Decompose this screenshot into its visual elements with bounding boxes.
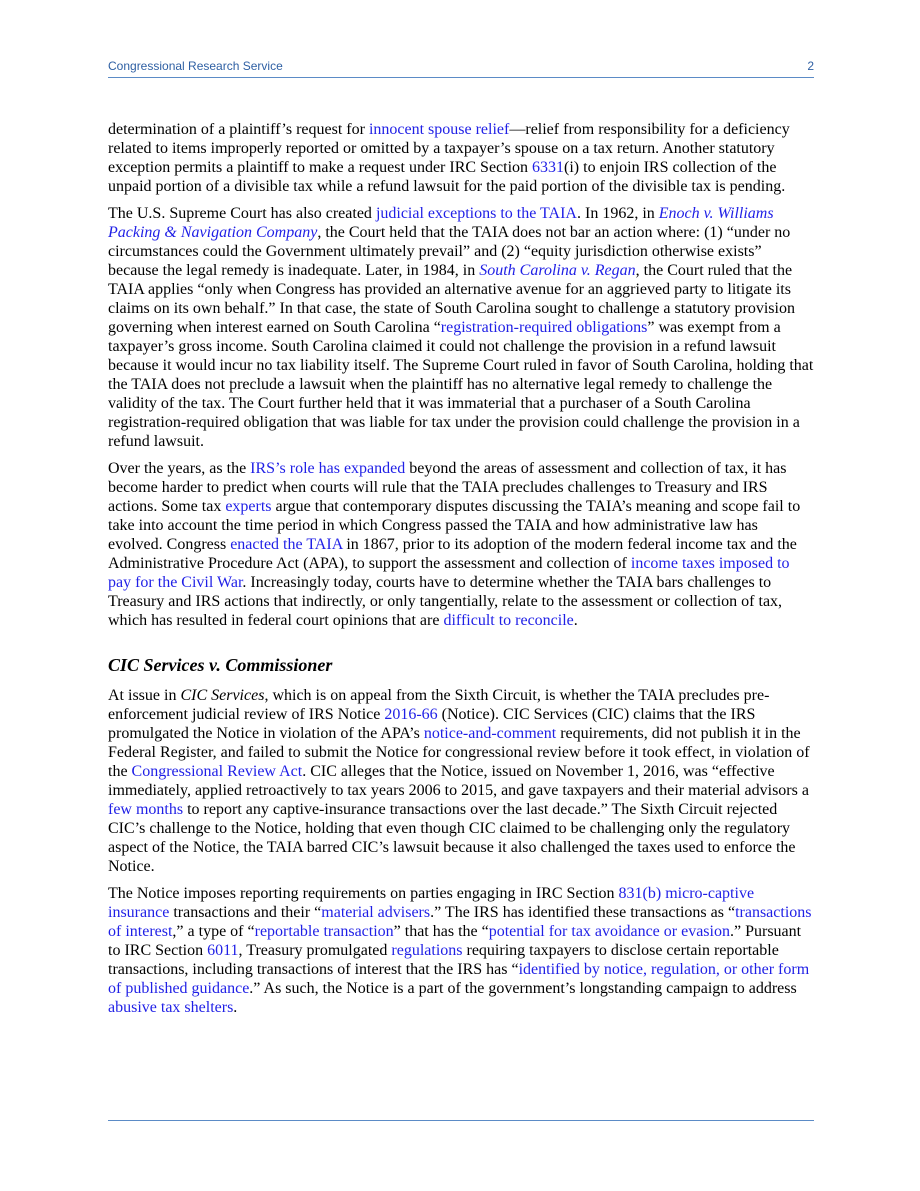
text-run: determination of a plaintiff’s request for — [108, 121, 369, 138]
link-income-taxes-civil-war[interactable]: income taxes imposed to pay for the Civil War — [108, 555, 790, 591]
link-enoch-case[interactable]: Enoch v. Williams Packing & Navigation Company — [108, 205, 774, 241]
paragraph-4 — [108, 686, 814, 876]
link-notice-2016-66[interactable]: 2016-66 — [384, 706, 438, 723]
link-judicial-exceptions[interactable]: judicial exceptions to the TAIA — [375, 205, 577, 222]
link-few-months[interactable]: few months — [108, 801, 184, 818]
paragraph-2 — [108, 204, 814, 451]
text-run: . In 1962, in — [576, 205, 659, 222]
link-material-advisers[interactable]: material advisers — [321, 904, 431, 921]
link-experts[interactable]: experts — [225, 498, 272, 515]
paragraph-3 — [108, 459, 814, 630]
link-enacted-taia[interactable]: enacted the TAIA — [230, 536, 343, 553]
link-difficult-to-reconcile[interactable]: difficult to reconcile — [443, 612, 574, 629]
text-run: , Treasury promulgated — [238, 942, 392, 959]
text-run: . CIC alleges that the Notice, issued on November 1, 2016, was “effective immediately, applied retroactively to tax years 2006 to 2015, and gave taxpayers and their material advisors a — [108, 763, 809, 799]
text-run: (Notice). CIC Services (CIC) claims that the IRS promulgated the Notice in violation of the APA’s — [108, 706, 756, 742]
link-innocent-spouse-relief[interactable]: innocent spouse relief — [368, 121, 510, 138]
text-run: ” was exempt from a taxpayer’s gross income. South Carolina claimed it could not challenge the provision in a refund lawsuit because it would incur no tax liability itself. The Supreme Court ruled in favor of South Carolina, holding that the TAIA does not preclude a lawsuit when the plaintiff has no alternative legal remedy to challenge the validity of the tax. The Court further held that it was immaterial that a purchaser of a South Carolina registration-required obligation that was liable for tax under the provision could challenge the provision in a refund lawsuit. — [108, 319, 814, 450]
text-run: argue that contemporary disputes discussing the TAIA’s meaning and scope fail to take into account the time period in which Congress passed the TAIA and how administrative law has evolved. Congress — [108, 498, 801, 553]
page-number: 2 — [807, 59, 814, 73]
text-run: .” As such, the Notice is a part of the government’s longstanding campaign to address — [249, 980, 797, 997]
link-registration-required-obligations[interactable]: registration-required obligations — [440, 319, 648, 336]
link-identified-by-notice[interactable]: identified by notice, regulation, or other form of published guidance — [108, 961, 810, 997]
text-run: . — [233, 999, 238, 1016]
text-run: .” The IRS has identified these transactions as “ — [430, 904, 736, 921]
text-run: in 1867, prior to its adoption of the modern federal income tax and the Administrative Procedure Act (APA), to support the assessment and collection of — [108, 536, 797, 572]
text-run: . — [573, 612, 578, 629]
text-run: to report any captive-insurance transactions over the last decade.” The Sixth Circuit rejected CIC’s challenge to the Notice, holding that even though CIC claimed to be challenging only the regulatory aspect of the Notice, the TAIA barred CIC’s lawsuit because it also challenged the taxes used to enforce the Notice. — [108, 801, 796, 875]
text-run: .” Pursuant to IRC Section — [108, 923, 802, 959]
text-run: The Notice imposes reporting requirements on parties engaging in IRC Section — [108, 885, 619, 902]
link-6011[interactable]: 6011 — [207, 942, 239, 959]
text-run: ,” a type of “ — [172, 923, 255, 940]
text-run: , the Court ruled that the TAIA applies “only when Congress has provided an alternative avenue for an aggrieved party to litigate its claims on its own behalf.” In that case, the state of South Carolina sought to challenge a statutory provision governing when interest earned on South Carolina “ — [108, 262, 795, 336]
link-831b-micro-captive[interactable]: 831(b) micro-captive insurance — [108, 885, 755, 921]
link-abusive-tax-shelters[interactable]: abusive tax shelters — [108, 999, 234, 1016]
paragraph-1 — [108, 120, 814, 196]
link-congressional-review-act[interactable]: Congressional Review Act — [131, 763, 303, 780]
link-reportable-transaction[interactable]: reportable transaction — [254, 923, 394, 940]
text-run: transactions and their “ — [169, 904, 322, 921]
paragraph-5 — [108, 884, 814, 1017]
text-run: (i) to enjoin IRS collection of the unpaid portion of a divisible tax while a refund lawsuit for the paid portion of the divisible tax is pending. — [108, 159, 786, 195]
text-run: —relief from responsibility for a deficiency related to items improperly reported or omitted by a taxpayer’s spouse on a tax return. Another statutory exception permits a plaintiff to make a request under IRC Section — [108, 121, 790, 176]
text-run: At issue in — [108, 687, 181, 704]
text-run: beyond the areas of assessment and collection of tax, it has become harder to predict when courts will rule that the TAIA precludes challenges to Treasury and IRS actions. Some tax — [108, 460, 787, 515]
link-transactions-of-interest[interactable]: transactions of interest — [108, 904, 812, 940]
text-run: requiring taxpayers to disclose certain reportable transactions, including transactions of interest that the IRS has “ — [108, 942, 779, 978]
text-run: . Increasingly today, courts have to determine whether the TAIA bars challenges to Treasury and IRS actions that indirectly, or only tangentially, relate to the assessment or collection of tax, which has resulted in federal court opinions that are — [108, 574, 783, 629]
text-run: The U.S. Supreme Court has also created — [108, 205, 376, 222]
link-irs-role-expanded[interactable]: IRS’s role has expanded — [250, 460, 406, 477]
footer-divider — [108, 1120, 814, 1121]
section-heading: CIC Services v. Commissioner — [108, 655, 333, 675]
page-header — [108, 57, 814, 78]
text-run: , which is on appeal from the Sixth Circuit, is whether the TAIA precludes pre-enforcement judicial review of IRS Notice — [108, 687, 770, 723]
text-run: , the Court held that the TAIA does not bar an action where: (1) “under no circumstances could the Government ultimately prevail” and (2) “equity jurisdiction otherwise exists” because the legal remedy is inadequate. Later, in 1984, in — [108, 224, 791, 279]
link-regulations[interactable]: regulations — [391, 942, 463, 959]
text-run: requirements, did not publish it in the Federal Register, and failed to submit the Notice for congressional review before it took effect, in violation of the — [108, 725, 810, 780]
text-run: ” that has the “ — [393, 923, 489, 940]
case-name-italic: CIC Services — [180, 687, 265, 704]
link-potential-tax-avoidance[interactable]: potential for tax avoidance or evasion — [488, 923, 730, 940]
document-body — [108, 120, 814, 1025]
link-south-carolina-case[interactable]: South Carolina v. Regan — [479, 262, 636, 279]
text-run: Over the years, as the — [108, 460, 251, 477]
header-source: Congressional Research Service — [108, 59, 283, 73]
link-6331[interactable]: 6331 — [532, 159, 565, 176]
link-notice-and-comment[interactable]: notice-and-comment — [423, 725, 557, 742]
